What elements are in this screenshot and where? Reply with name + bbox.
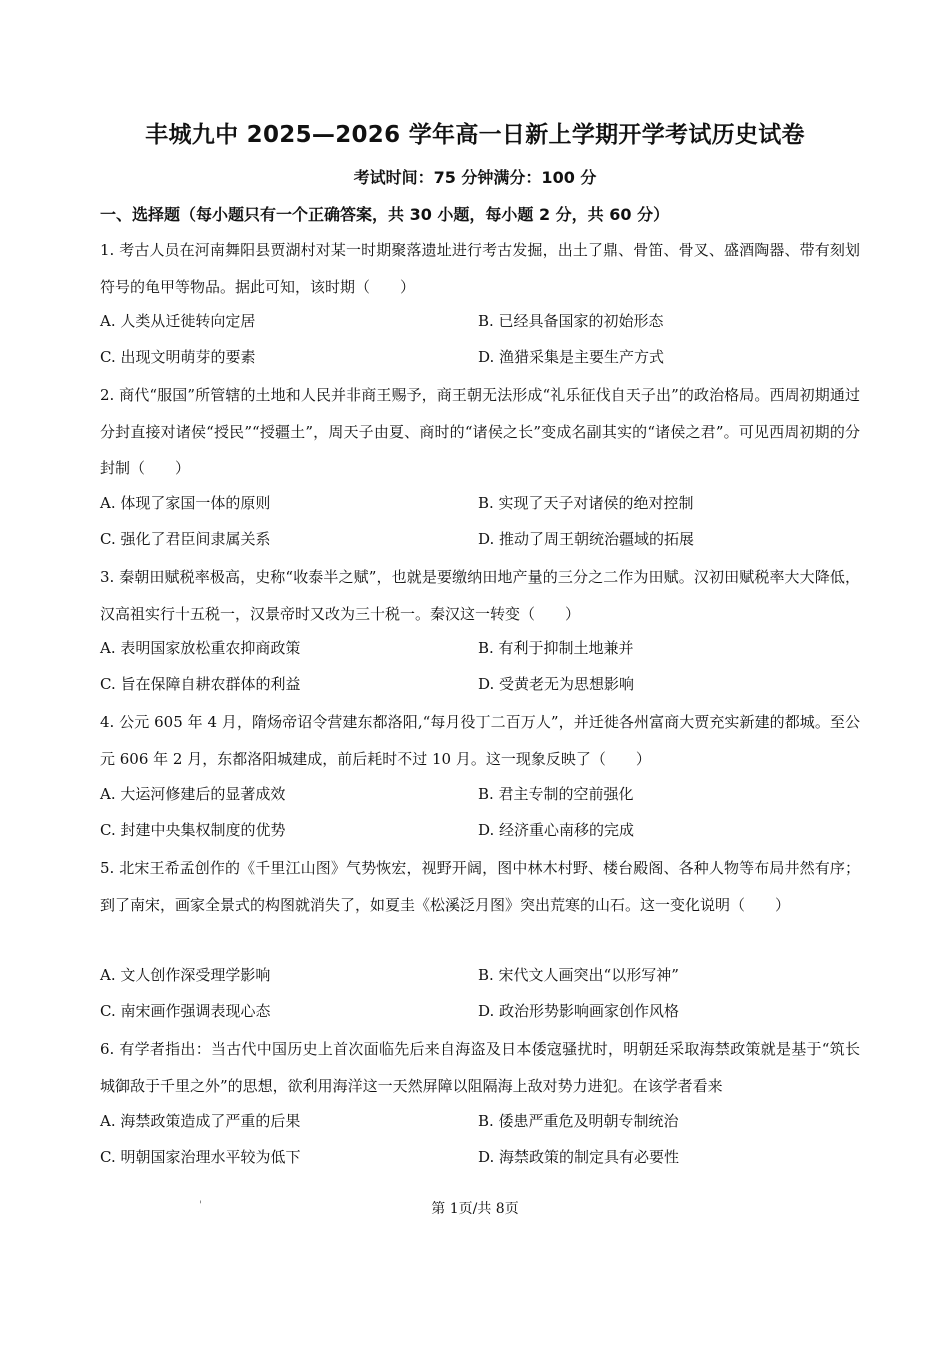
question-5-options (100, 957, 860, 1029)
option-c: C. 明朝国家治理水平较为低下 (100, 1148, 301, 1166)
option-b: B. 已经具备国家的初始形态 (478, 312, 664, 330)
option-b: B. 有利于抑制土地兼并 (478, 639, 634, 657)
option-b: B. 实现了天子对诸侯的绝对控制 (478, 494, 694, 512)
exam-title: 丰城九中 2025—2026 学年高一日新上学期开学考试历史试卷 (145, 122, 805, 148)
option-c: C. 出现文明萌芽的要素 (100, 348, 256, 366)
question-2-stem: 2. 商代“服国”所管辖的土地和人民并非商王赐予，商王朝无法形成“礼乐征伐自天子出”的政治格局。西周初期通过分封直接对诸侯“授民”“授疆土”，周天子由夏、商时的“诸侯之长”变成名副其实的“诸侯之君”。可见西周初期的分封制（ ） (100, 386, 860, 477)
option-b: B. 倭患严重危及明朝专制统治 (478, 1112, 679, 1130)
question-1-stem: 1. 考古人员在河南舞阳县贾湖村对某一时期聚落遗址进行考古发掘，出土了鼎、骨笛、骨叉、盛酒陶器、带有刻划符号的龟甲等物品。据此可知，该时期（ ） (100, 241, 860, 296)
question-5-stem: 5. 北宋王希孟创作的《千里江山图》气势恢宏，视野开阔，图中林木村野、楼台殿阁、各种人物等布局井然有序；到了南宋，画家全景式的构图就消失了，如夏圭《松溪泛月图》突出荒寒的山石。这一变化说明（ ） (100, 859, 860, 914)
option-b: B. 宋代文人画突出“以形写神” (478, 966, 679, 984)
question-4-options (100, 776, 860, 848)
option-c: C. 封建中央集权制度的优势 (100, 821, 286, 839)
option-a: A. 大运河修建后的显著成效 (100, 785, 286, 803)
option-d: D. 经济重心南移的完成 (478, 821, 635, 839)
option-a: A. 海禁政策造成了严重的后果 (100, 1112, 301, 1130)
option-d: D. 政治形势影响画家创作风格 (478, 1002, 680, 1020)
option-d: D. 渔猎采集是主要生产方式 (478, 348, 665, 366)
question-4-stem: 4. 公元 605 年 4 月，隋炀帝诏令营建东都洛阳,“每月役丁二百万人”，并迁徙各州富商大贾充实新建的都城。至公元 606 年 2 月，东都洛阳城建成，前后耗时不过 10 月。这一现象反映了（ ） (100, 713, 860, 768)
option-d: D. 推动了周王朝统治疆域的拓展 (478, 530, 695, 548)
option-b: B. 君主专制的空前强化 (478, 785, 634, 803)
option-d: D. 受黄老无为思想影响 (478, 675, 635, 693)
question-2-options (100, 485, 860, 557)
option-c: C. 强化了君臣间隶属关系 (100, 530, 271, 548)
question-6-options (100, 1103, 860, 1175)
option-a: A. 文人创作深受理学影响 (100, 966, 271, 984)
option-a: A. 人类从迁徙转向定居 (100, 312, 256, 330)
question-1-options (100, 303, 860, 375)
option-c: C. 南宋画作强调表现心态 (100, 1002, 271, 1020)
question-3-options (100, 630, 860, 702)
question-6-stem: 6. 有学者指出：当古代中国历史上首次面临先后来自海盗及日本倭寇骚扰时，明朝廷采取海禁政策就是基于“筑长城御敌于千里之外”的思想，欲利用海洋这一天然屏障以阻隔海上敌对势力进犯。在该学者看来 (100, 1040, 860, 1095)
question-3-stem: 3. 秦朝田赋税率极高，史称“收泰半之赋”，也就是要缴纳田地产量的三分之二作为田赋。汉初田赋税率大大降低，汉高祖实行十五税一，汉景帝时又改为三十税一。秦汉这一转变（ ） (100, 568, 860, 623)
page-footer: 第 1页/共 8页 (431, 1201, 519, 1217)
stray-mark: ' (199, 1200, 202, 1211)
exam-subtitle: 考试时间：75 分钟满分：100 分 (353, 168, 597, 187)
section-heading: 一、选择题（每小题只有一个正确答案，共 30 小题，每小题 2 分，共 60 分） (100, 205, 670, 224)
option-a: A. 表明国家放松重农抑商政策 (100, 639, 301, 657)
option-c: C. 旨在保障自耕农群体的利益 (100, 675, 301, 693)
option-d: D. 海禁政策的制定具有必要性 (478, 1148, 680, 1166)
option-a: A. 体现了家国一体的原则 (100, 494, 271, 512)
